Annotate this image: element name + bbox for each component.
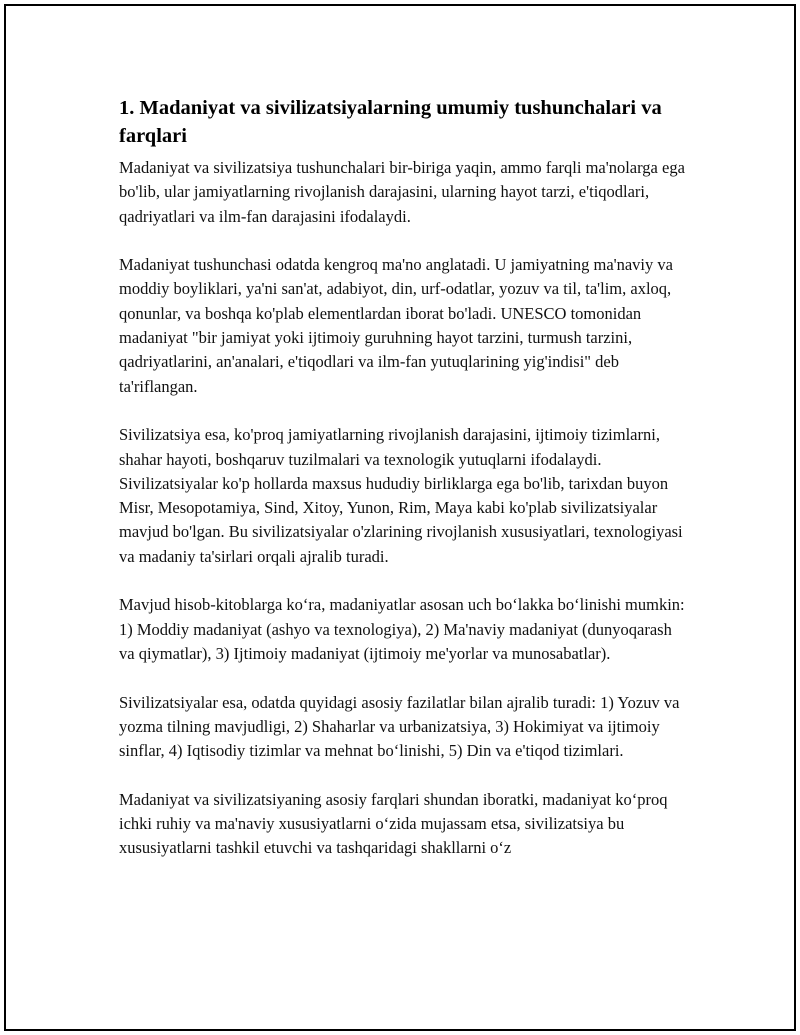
paragraph-culture: Madaniyat tushunchasi odatda kengroq ma'no anglatadi. U jamiyatning ma'naviy va moddiy boyliklari, ya'ni san'at, adabiyot, din, urf-odatlar, yozuv va til, ta'lim, axloq, qonunlar, va boshqa ko'plab elementlardan iborat bo'ladi. UNESCO tomonidan madaniyat "bir jamiyat yoki ijtimoiy guruhning hayot tarzini, turmush tarzini, qadriyatlarini, an'analari, e'tiqodlari va ilm-fan yutuqlarining yig'indisi" deb ta'riflangan. xyxy=(119,255,673,396)
document-body xyxy=(119,94,689,885)
paragraph-civilization: Sivilizatsiya esa, ko'proq jamiyatlarning rivojlanish darajasini, ijtimoiy tizimlarni, shahar hayoti, boshqaruv tuzilmalari va texnologik yutuqlarni ifodalaydi. Sivilizatsiyalar ko'p hollarda maxsus hududiy birliklarga ega bo'lib, tarixdan buyon Misr, Mesopotamiya, Sind, Xitoy, Yunon, Rim, Maya kabi ko'plab sivilizatsiyalar mavjud bo'lgan. Bu sivilizatsiyalar o'zlarining rivojlanish xususiyatlari, texnologiyasi va madaniy ta'sirlari orqali ajralib turadi. xyxy=(119,425,683,566)
paragraph-civilization-features: Sivilizatsiyalar esa, odatda quyidagi asosiy fazilatlar bilan ajralib turadi: 1) Yozuv va yozma tilning mavjudligi, 2) Shaharlar va urbanizatsiya, 3) Hokimiyat va ijtimoiy sinflar, 4) Iqtisodiy tizimlar va mehnat bo‘linishi, 5) Din va e'tiqod tizimlari. xyxy=(119,692,680,761)
paragraph-definitions: Madaniyat va sivilizatsiya tushunchalari bir-biriga yaqin, ammo farqli ma'nolarga ega bo'lib, ular jamiyatlarning rivojlanish darajasini, ularning hayot tarzi, e'tiqodlari, qadriyatlari va ilm-fan darajasini ifodalaydi. xyxy=(119,158,685,226)
paragraph-differences: Madaniyat va sivilizatsiyaning asosiy farqlari shundan iboratki, madaniyat ko‘proq ichki ruhiy va ma'naviy xususiyatlarni o‘zida mujassam etsa, sivilizatsiya bu xususiyatlarni tashkil etuvchi va tashqaridagi shakllarni o‘z xyxy=(119,789,668,858)
section-heading: 1. Madaniyat va sivilizatsiyalarning umumiy tushunchalari va farqlari xyxy=(119,97,662,147)
document-page xyxy=(4,4,796,1031)
paragraph-culture-types: Mavjud hisob-kitoblarga ko‘ra, madaniyatlar asosan uch bo‘lakka bo‘linishi mumkin: 1) Moddiy madaniyat (ashyo va texnologiya), 2) Ma'naviy madaniyat (dunyoqarash va qiymatlar), 3) Ijtimoiy madaniyat (ijtimoiy me'yorlar va munosabatlar). xyxy=(119,595,685,663)
